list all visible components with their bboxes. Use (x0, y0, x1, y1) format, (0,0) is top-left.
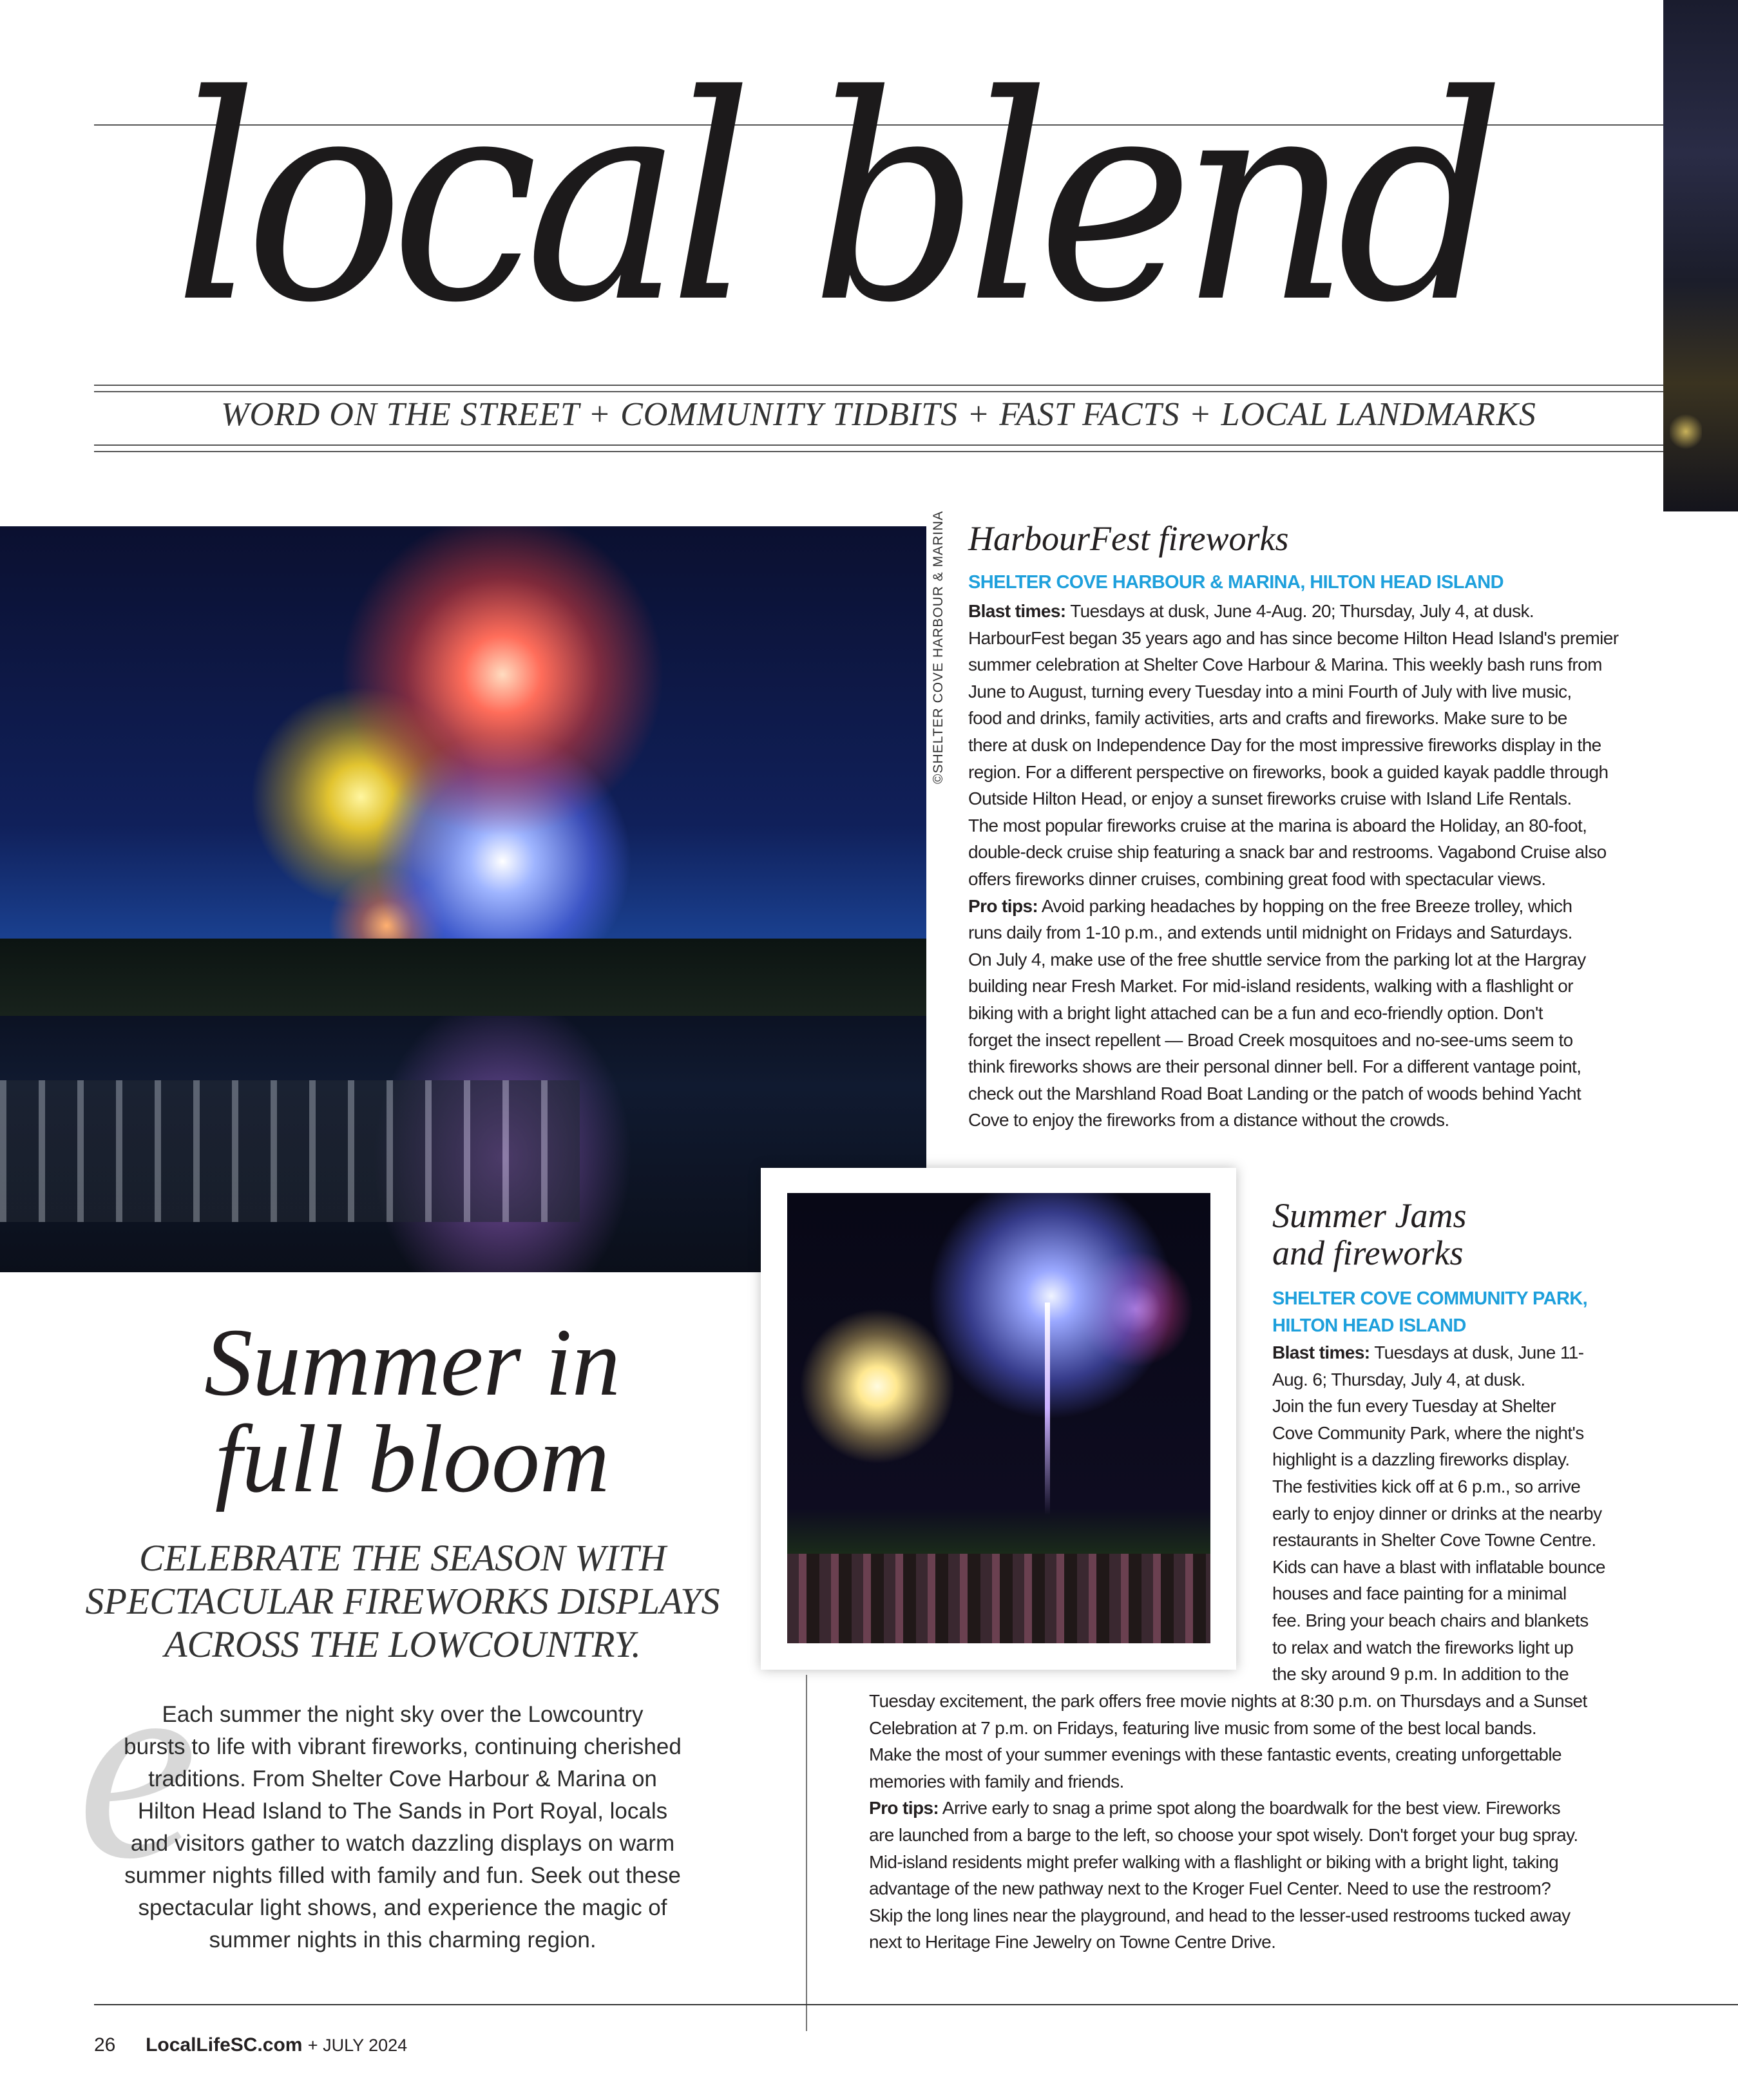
text-line (968, 625, 1619, 652)
line-text: The most popular fireworks cruise at the marina is aboard the Holiday, an 80-foot, (968, 815, 1587, 835)
line-text: Outside Hilton Head, or enjoy a sunset fireworks cruise with Island Life Rentals. (968, 788, 1572, 809)
intro-line: and visitors gather to watch dazzling displays on warm (130, 1831, 675, 1856)
text-line (968, 839, 1619, 866)
intro-line: summer nights filled with family and fun. Seek out these (124, 1863, 681, 1888)
footer-rule (94, 2004, 1738, 2005)
subhead-line: ACROSS THE LOWCOUNTRY. (164, 1623, 641, 1665)
article1-body (968, 598, 1619, 1134)
text-line (869, 1849, 1587, 1876)
intro-line: bursts to life with vibrant fireworks, continuing cherished (124, 1734, 682, 1759)
intro-line: Each summer the night sky over the Lowcountry (162, 1702, 644, 1727)
article1-heading: HarbourFest fireworks (968, 519, 1289, 558)
line-text: On July 4, make use of the free shuttle service from the parking lot at the Hargray (968, 949, 1586, 969)
line-text: offers fireworks dinner cruises, combining great food with spectacular views. (968, 868, 1546, 889)
text-line (968, 598, 1619, 625)
article1-location: SHELTER COVE HARBOUR & MARINA, HILTON HEAD ISLAND (968, 572, 1504, 593)
article2-location (1272, 1286, 1587, 1339)
shoreline (0, 939, 926, 1016)
article2-location-line2: HILTON HEAD ISLAND (1272, 1315, 1466, 1336)
text-line (968, 919, 1619, 946)
column-divider (806, 1675, 807, 2031)
article2-heading-line1: Summer Jams (1272, 1196, 1467, 1235)
line-text: Arrive early to snag a prime spot along the boardwalk for the best view. Fireworks (939, 1798, 1561, 1818)
tagline-rule-bottom-1 (94, 444, 1663, 446)
line-text: think fireworks shows are their personal dinner bell. For a different vantage point, (968, 1056, 1581, 1077)
line-text: next to Heritage Fine Jewelry on Towne Centre Drive. (869, 1932, 1276, 1952)
line-text: Make the most of your summer evenings with these fantastic events, creating unforgettable (869, 1744, 1561, 1765)
feature-title (97, 1309, 728, 1513)
line-text: Join the fun every Tuesday at Shelter (1272, 1396, 1556, 1417)
text-line (869, 1875, 1587, 1902)
text-line (968, 759, 1619, 786)
bold-label: Blast times: (968, 601, 1066, 621)
article2-heading-line2: and fireworks (1272, 1234, 1464, 1272)
line-text: Skip the long lines near the playground, and head to the lesser-used restrooms tucked away (869, 1905, 1571, 1925)
intro-line: summer nights in this charming region. (209, 1927, 597, 1952)
intro-line: spectacular light shows, and experience the magic of (138, 1895, 667, 1920)
text-line (1272, 1446, 1605, 1473)
text-line (968, 785, 1619, 812)
intro-line: traditions. From Shelter Cove Harbour & Marina on (148, 1766, 657, 1791)
article2-body-narrow (1272, 1339, 1605, 1688)
issue-date: + JULY 2024 (307, 2036, 408, 2055)
page-footer (94, 2034, 407, 2056)
line-text: Tuesdays at dusk, June 4-Aug. 20; Thursday, July 4, at dusk. (1065, 601, 1534, 621)
page-number: 26 (94, 2034, 116, 2056)
subhead-line: SPECTACULAR FIREWORKS DISPLAYS (85, 1580, 720, 1622)
text-line (1272, 1661, 1605, 1688)
text-line (968, 812, 1619, 839)
line-text: Aug. 6; Thursday, July 4, at dusk. (1272, 1369, 1525, 1389)
feature-intro (64, 1699, 741, 1956)
text-line (869, 1715, 1587, 1742)
text-line (1272, 1473, 1605, 1500)
text-line (968, 678, 1619, 705)
intro-line: Hilton Head Island to The Sands in Port Royal, locals (137, 1799, 668, 1824)
article2-heading (1272, 1197, 1466, 1272)
line-text: are launched from a barge to the left, so choose your spot wisely. Don't forget your bug spray. (869, 1824, 1578, 1845)
line-text: memories with family and friends. (869, 1771, 1124, 1791)
bold-label: Pro tips: (968, 895, 1038, 916)
line-text: Mid-island residents might prefer walking with a flashlight or biking with a bright light, taking (869, 1851, 1559, 1872)
text-line (869, 1822, 1587, 1849)
text-line (1272, 1366, 1605, 1393)
line-text: houses and face painting for a minimal (1272, 1583, 1567, 1604)
line-text: check out the Marshland Road Boat Landing or the patch of woods behind Yacht (968, 1083, 1581, 1103)
article2-location-line1: SHELTER COVE COMMUNITY PARK, (1272, 1288, 1588, 1309)
text-line (968, 1027, 1619, 1054)
line-text: advantage of the new pathway next to the Kroger Fuel Center. Need to use the restroom? (869, 1878, 1551, 1899)
text-line (869, 1902, 1587, 1929)
line-text: to relax and watch the fireworks light up (1272, 1637, 1574, 1657)
photo-credit (931, 510, 948, 784)
text-line (1272, 1580, 1605, 1607)
text-line (869, 1768, 1587, 1795)
edge-photo-strip (1663, 0, 1738, 511)
line-text: Kids can have a blast with inflatable bounce (1272, 1556, 1605, 1577)
line-text: forget the insect repellent — Broad Creek mosquitoes and no-see-ums seem to (968, 1029, 1573, 1050)
line-text: Tuesdays at dusk, June 11- (1370, 1342, 1584, 1362)
feature-title-line1: Summer in (204, 1309, 620, 1416)
line-text: Avoid parking headaches by hopping on the free Breeze trolley, which (1038, 895, 1572, 916)
text-line (869, 1795, 1587, 1822)
text-line (1272, 1420, 1605, 1447)
line-text: Tuesday excitement, the park offers free movie nights at 8:30 p.m. on Thursdays and a Sunset (869, 1691, 1587, 1711)
tagline-rule-top-1 (94, 385, 1663, 386)
harbourfest-fireworks-photo (0, 526, 926, 1272)
text-line (1272, 1393, 1605, 1420)
line-text: summer celebration at Shelter Cove Harbour & Marina. This weekly bash runs from (968, 654, 1602, 675)
text-line (968, 893, 1619, 920)
section-tagline: WORD ON THE STREET + COMMUNITY TIDBITS + FAST FACTS + LOCAL LANDMARKS (221, 396, 1536, 433)
feature-title-line2: full bloom (215, 1406, 610, 1513)
text-line (1272, 1527, 1605, 1554)
line-text: Cove to enjoy the fireworks from a distance without the crowds. (968, 1110, 1449, 1131)
line-text: The festivities kick off at 6 p.m., so arrive (1272, 1476, 1581, 1496)
photo-credit-text: ©SHELTER COVE HARBOUR & MARINA (931, 510, 946, 784)
subhead-line: CELEBRATE THE SEASON WITH (139, 1537, 666, 1579)
summer-jams-fireworks-photo (787, 1193, 1210, 1643)
line-text: HarbourFest began 35 years ago and has since become Hilton Head Island's premier (968, 627, 1619, 648)
text-line (968, 1080, 1619, 1107)
firework-trail (1045, 1303, 1050, 1515)
section-title: local blend (174, 35, 1493, 365)
article2-body-wide (869, 1688, 1587, 1956)
text-line (968, 866, 1619, 893)
text-line (968, 705, 1619, 732)
drop-cap: e (77, 1615, 198, 1914)
bold-label: Blast times: (1272, 1342, 1370, 1362)
line-text: June to August, turning every Tuesday into a mini Fourth of July with live music, (968, 681, 1572, 702)
text-line (1272, 1634, 1605, 1661)
text-line (968, 732, 1619, 759)
line-text: building near Fresh Market. For mid-island residents, walking with a flashlight or (968, 976, 1574, 997)
text-line (869, 1741, 1587, 1768)
line-text: biking with a bright light attached can be a fun and eco-friendly option. Don't (968, 1002, 1543, 1023)
text-line (1272, 1607, 1605, 1634)
text-line (1272, 1554, 1605, 1581)
line-text: the sky around 9 p.m. In addition to the (1272, 1664, 1569, 1685)
text-line (968, 1053, 1619, 1080)
line-text: region. For a different perspective on fireworks, book a guided kayak paddle through (968, 761, 1609, 782)
line-text: highlight is a dazzling fireworks display. (1272, 1449, 1570, 1470)
line-text: fee. Bring your beach chairs and blankets (1272, 1610, 1589, 1630)
crowd (787, 1554, 1210, 1643)
line-text: restaurants in Shelter Cove Towne Centre. (1272, 1530, 1596, 1551)
text-line (968, 651, 1619, 678)
text-line (968, 946, 1619, 973)
text-line (1272, 1500, 1605, 1527)
line-text: runs daily from 1-10 p.m., and extends until midnight on Fridays and Saturdays. (968, 922, 1572, 943)
marina-docks (0, 1080, 580, 1222)
line-text: Cove Community Park, where the night's (1272, 1422, 1584, 1443)
line-text: early to enjoy dinner or drinks at the nearby (1272, 1503, 1602, 1523)
line-text: there at dusk on Independence Day for the most impressive fireworks display in the (968, 734, 1601, 755)
tagline-rule-bottom-2 (94, 451, 1663, 452)
text-line (869, 1688, 1587, 1715)
text-line (1272, 1339, 1605, 1366)
line-text: food and drinks, family activities, arts and crafts and fireworks. Make sure to be (968, 708, 1567, 729)
bold-label: Pro tips: (869, 1798, 939, 1818)
tagline-rule-top-2 (94, 391, 1663, 392)
website-link[interactable]: LocalLifeSC.com (146, 2034, 303, 2056)
text-line (968, 973, 1619, 1000)
line-text: Celebration at 7 p.m. on Fridays, featuring live music from some of the best local bands. (869, 1717, 1537, 1738)
text-line (968, 1000, 1619, 1027)
line-text: double-deck cruise ship featuring a snack bar and restrooms. Vagabond Cruise also (968, 842, 1607, 863)
text-line (869, 1929, 1587, 1956)
text-line (968, 1107, 1619, 1134)
